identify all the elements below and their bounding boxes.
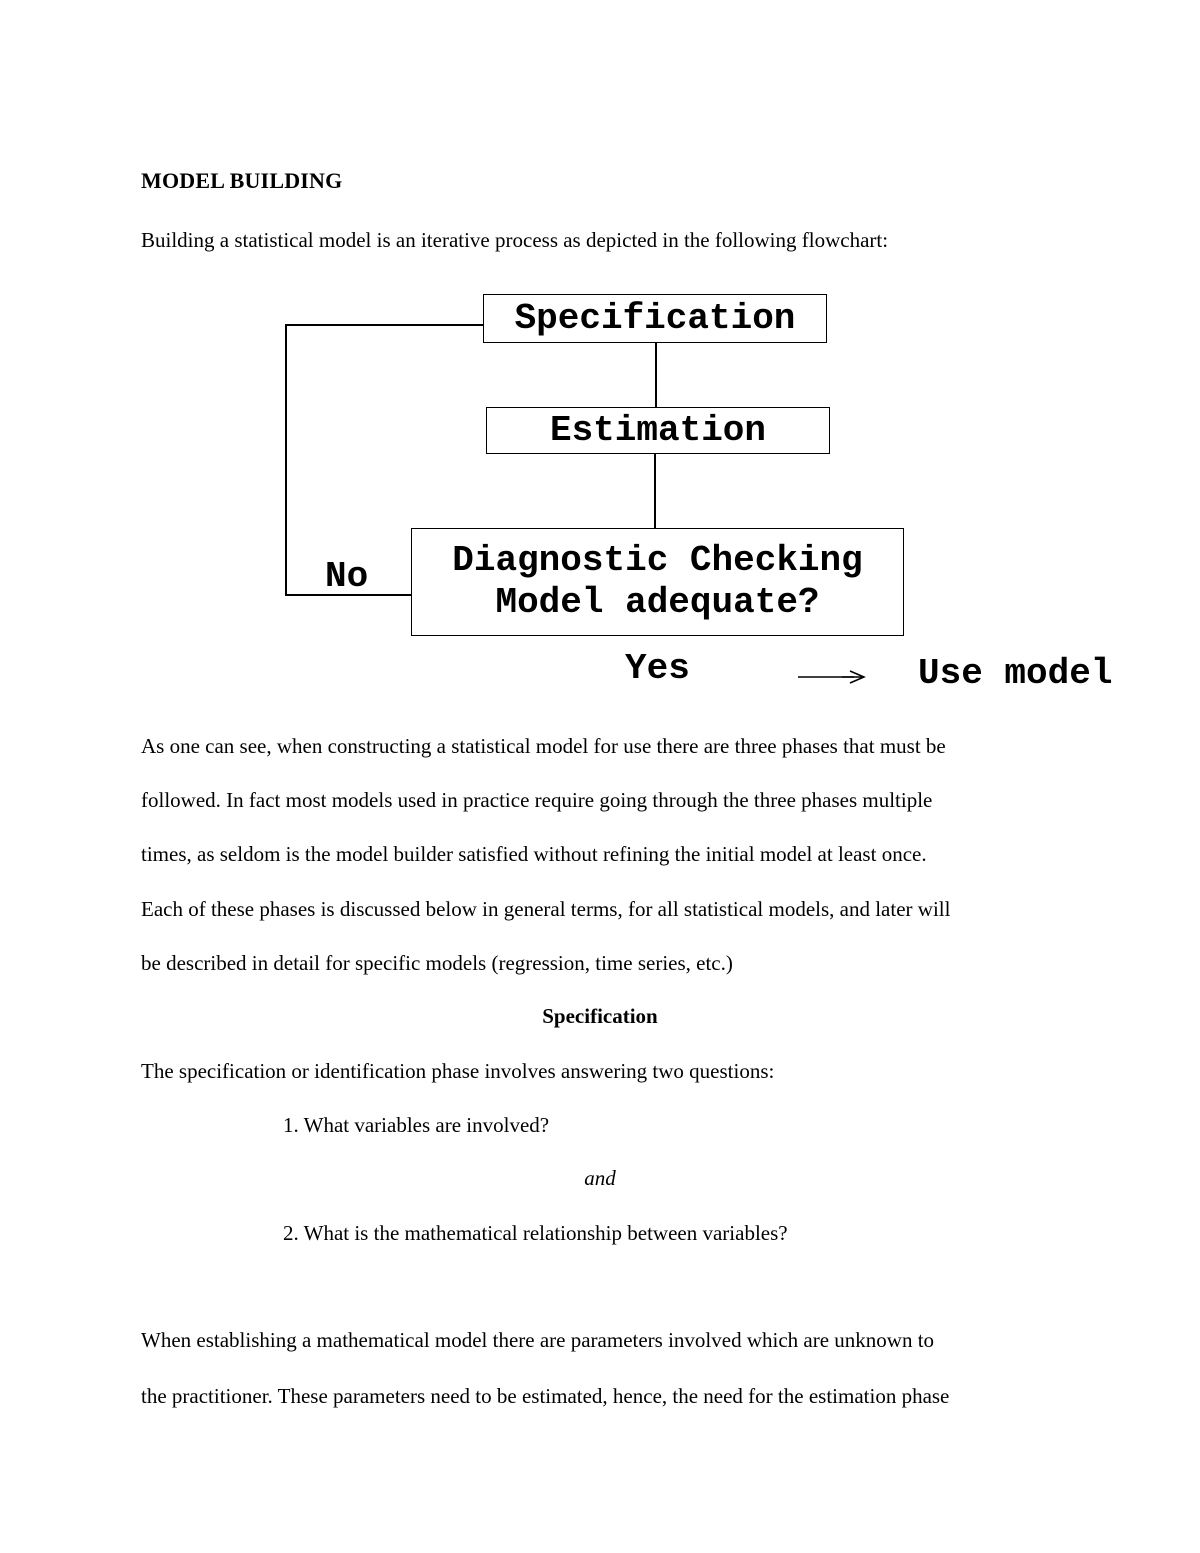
question-item: 1. What variables are involved? bbox=[283, 1113, 550, 1137]
section-heading: Specification bbox=[542, 1004, 658, 1028]
paragraph-line: followed. In fact most models used in practice require going through the three phases multiple bbox=[141, 788, 933, 812]
spec-intro-text: The specification or identification phase involves answering two questions: bbox=[141, 1059, 775, 1083]
paragraph-line: times, as seldom is the model builder satisfied without refining the initial model at least once. bbox=[141, 842, 927, 866]
intro-text: Building a statistical model is an iterative process as depicted in the following flowchart: bbox=[141, 228, 889, 252]
and-word: and bbox=[584, 1166, 616, 1190]
connector-est-diag bbox=[654, 454, 656, 528]
connector-spec-est bbox=[655, 343, 657, 407]
diagnostic-line-1: Diagnostic Checking bbox=[452, 540, 863, 581]
paragraph-line: When establishing a mathematical model there are parameters involved which are unknown to bbox=[141, 1328, 935, 1352]
diagnostic-line-2: Model adequate? bbox=[495, 582, 820, 623]
paragraph-line: the practitioner. These parameters need to be estimated, hence, the need for the estimation phase bbox=[141, 1384, 950, 1408]
estimation-box: Estimation bbox=[486, 407, 830, 454]
paragraph-line: As one can see, when constructing a statistical model for use there are three phases that must be bbox=[141, 734, 946, 758]
loop-line-left bbox=[285, 324, 287, 595]
question-item: 2. What is the mathematical relationship between variables? bbox=[283, 1221, 788, 1245]
paragraph-line: be described in detail for specific models (regression, time series, etc.) bbox=[141, 951, 733, 975]
yes-label: Yes bbox=[625, 648, 690, 689]
page-title: MODEL BUILDING bbox=[141, 168, 343, 193]
arrow-right-icon bbox=[796, 668, 870, 686]
paragraph-line: Each of these phases is discussed below in general terms, for all statistical models, and later will bbox=[141, 897, 951, 921]
specification-box: Specification bbox=[483, 294, 827, 343]
no-label: No bbox=[325, 556, 369, 597]
diagnostic-checking-box bbox=[411, 528, 904, 636]
flowchart bbox=[0, 0, 1200, 720]
loop-line-top bbox=[285, 324, 484, 326]
use-model-label: Use model bbox=[918, 653, 1113, 694]
